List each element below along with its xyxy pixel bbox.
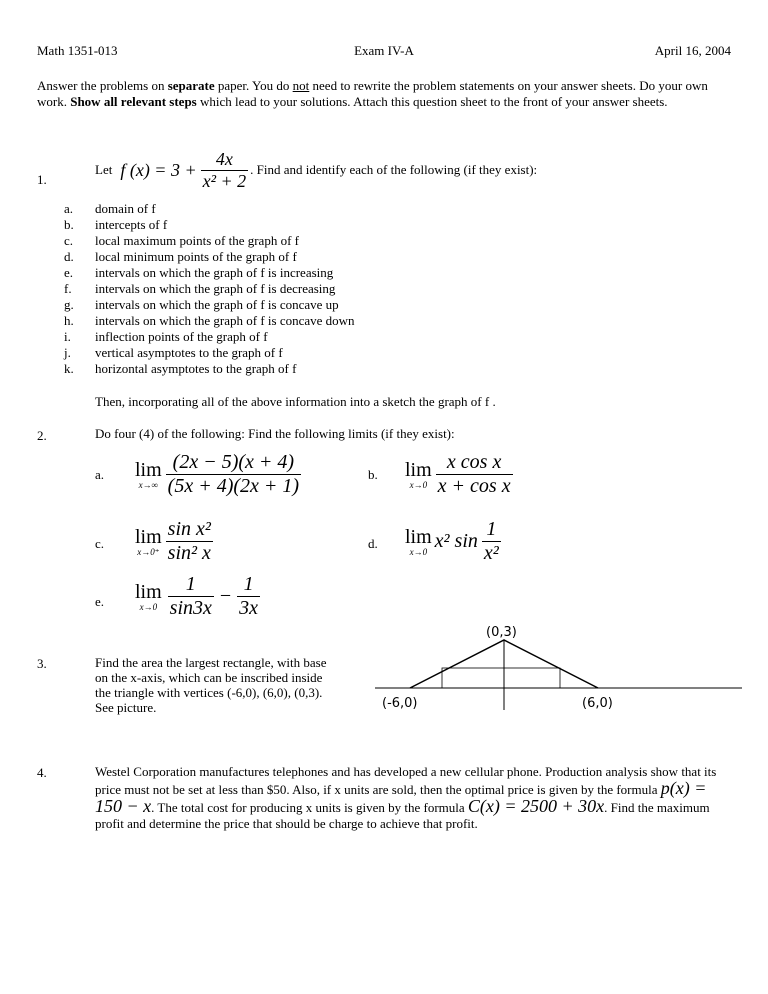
instructions-emphasis-not: not: [292, 78, 310, 93]
list-item: [64, 313, 355, 329]
problem-1-statement: [95, 150, 537, 190]
vertex-label-top: (0,3): [486, 625, 517, 640]
limit-a: [135, 451, 301, 498]
fraction-numerator: 1: [486, 518, 497, 540]
function-definition: f (x) = 3 +: [120, 159, 197, 180]
problem-1-number: 1.: [37, 172, 47, 187]
fraction-numerator: x cos x: [446, 451, 502, 473]
vertex-label-right: (6,0): [582, 696, 613, 710]
lim-sub: x→0⁺: [137, 546, 160, 557]
list-item: [64, 217, 168, 233]
problem-3-number: 3.: [37, 656, 47, 671]
list-item: [64, 233, 299, 249]
fraction-denominator: 3x: [239, 597, 259, 619]
list-item: [64, 201, 156, 217]
fraction-denominator: x²: [483, 542, 499, 564]
item-text: intercepts of f: [95, 217, 168, 232]
vertex-label-left: (-6,0): [382, 696, 418, 710]
limit-c-operator: [135, 527, 162, 557]
price-formula: p(x) = 150 − x: [95, 778, 707, 816]
limit-e-letter: e.: [95, 594, 105, 609]
lim-text: lim: [405, 525, 432, 548]
item-text: intervals on which the graph of f is decreasing: [95, 281, 336, 296]
problem-1-closing: Then, incorporating all of the above information into a sketch the graph of f .: [95, 394, 496, 409]
lim-sub: x→0: [139, 601, 158, 612]
function-numerator: 4x: [215, 148, 233, 169]
item-letter: i.: [64, 329, 71, 344]
limit-e-fraction-2: [237, 573, 260, 620]
function-denominator: x² + 2: [202, 170, 247, 191]
limit-c: [135, 518, 213, 565]
item-letter: e.: [64, 265, 74, 280]
item-letter: j.: [64, 345, 71, 360]
limit-d-prefix: x² sin: [434, 530, 478, 552]
instructions-emphasis-steps: Show all relevant steps: [70, 94, 197, 109]
lim-sub: x→∞: [138, 479, 159, 490]
limit-e-fraction-1: [168, 573, 214, 620]
lim-sub: x→0: [409, 479, 428, 490]
item-text: vertical asymptotes to the graph of f: [95, 345, 283, 360]
item-text: intervals on which the graph of f is concave down: [95, 313, 355, 328]
cost-formula: C(x) = 2500 + 30x: [467, 796, 605, 816]
limit-d: [405, 518, 501, 565]
item-letter: k.: [64, 361, 74, 376]
lim-sub: x→0: [409, 546, 428, 557]
problem-4-text-part: . The total cost for producing x units is given by the formula: [151, 800, 465, 815]
course-label: Math 1351-013: [37, 43, 118, 58]
problem-3-text: Find the area the largest rectangle, with base on the x-axis, which can be inscribed inside the triangle with vertices (-6,0), (6,0), (0,3). See picture.: [95, 655, 327, 715]
lim-text: lim: [135, 525, 162, 548]
fraction-numerator: 1: [243, 573, 254, 595]
exam-header: [37, 43, 731, 61]
problem-1-instruction: . Find and identify each of the following (if they exist):: [250, 162, 538, 177]
item-letter: f.: [64, 281, 72, 296]
item-text: horizontal asymptotes to the graph of f: [95, 361, 297, 376]
item-text: local maximum points of the graph of f: [95, 233, 299, 248]
limit-e-operator: [135, 582, 162, 612]
function-fraction: [201, 149, 249, 192]
problem-4-number: 4.: [37, 765, 47, 780]
lim-text: lim: [405, 458, 432, 481]
fraction-denominator: (5x + 4)(2x + 1): [167, 475, 300, 497]
fraction-numerator: (2x − 5)(x + 4): [172, 451, 295, 473]
limit-e: [135, 573, 260, 620]
limit-d-fraction: [482, 518, 501, 565]
limit-b-fraction: [436, 451, 513, 498]
exam-date: April 16, 2004: [654, 43, 731, 58]
fraction-denominator: x + cos x: [437, 475, 511, 497]
problem-2-instruction: Do four (4) of the following: Find the following limits (if they exist):: [95, 426, 455, 441]
limit-d-operator: [405, 527, 432, 557]
fraction-denominator: sin3x: [169, 597, 212, 619]
list-item: [64, 249, 297, 265]
list-item: [64, 297, 339, 313]
list-item: [64, 281, 336, 297]
instructions-text: which lead to your solutions. Attach this question sheet to the front of your answer sheets.: [196, 94, 668, 109]
limit-b: [405, 451, 513, 498]
item-text: intervals on which the graph of f is increasing: [95, 265, 334, 280]
list-item: [64, 361, 297, 377]
item-letter: a.: [64, 201, 74, 216]
item-text: local minimum points of the graph of f: [95, 249, 297, 264]
item-letter: h.: [64, 313, 74, 328]
exam-title: Exam IV-A: [354, 43, 414, 58]
item-letter: d.: [64, 249, 74, 264]
item-letter: b.: [64, 217, 74, 232]
problem-2-number: 2.: [37, 428, 47, 443]
fraction-numerator: sin x²: [167, 518, 211, 540]
list-item: [64, 329, 268, 345]
limit-c-letter: c.: [95, 536, 105, 551]
limit-b-letter: b.: [368, 467, 378, 482]
triangle-figure: [370, 610, 750, 710]
limit-a-fraction: [166, 451, 301, 498]
limit-a-operator: [135, 460, 162, 490]
limit-b-operator: [405, 460, 432, 490]
lim-text: lim: [135, 458, 162, 481]
instructions-text: paper. You do: [214, 78, 293, 93]
item-text: intervals on which the graph of f is concave up: [95, 297, 339, 312]
minus-sign: −: [219, 585, 232, 607]
instructions-emphasis-separate: separate: [167, 78, 215, 93]
instructions-text: Answer the problems on: [37, 78, 168, 93]
instructions-text: need to rewrite the problem statements on your answer sheets. Do your own work.: [37, 78, 708, 109]
fraction-denominator: sin² x: [167, 542, 211, 564]
list-item: [64, 345, 283, 361]
item-text: domain of f: [95, 201, 156, 216]
problem-4-text-part: Westel Corporation manufactures telephones and has developed a new cellular phone. Production analysis show that its price must not be set at less than $50. Also, if x units are sold, then the optimal price is given by the formula: [95, 764, 717, 797]
item-text: inflection points of the graph of f: [95, 329, 268, 344]
problem-1-let: Let: [95, 162, 113, 177]
list-item: [64, 265, 334, 281]
problem-4-text-part: . Find the maximum profit and determine the price that should be charge to achieve that profit.: [95, 800, 710, 831]
triangle-svg: [370, 610, 750, 710]
limit-d-letter: d.: [368, 536, 378, 551]
item-letter: c.: [64, 233, 74, 248]
fraction-numerator: 1: [185, 573, 196, 595]
item-letter: g.: [64, 297, 74, 312]
problem-4-text: [95, 764, 735, 832]
limit-a-letter: a.: [95, 467, 105, 482]
lim-text: lim: [135, 580, 162, 603]
limit-c-fraction: [166, 518, 213, 565]
instructions: [37, 78, 731, 110]
inscribed-rectangle: [442, 668, 560, 688]
